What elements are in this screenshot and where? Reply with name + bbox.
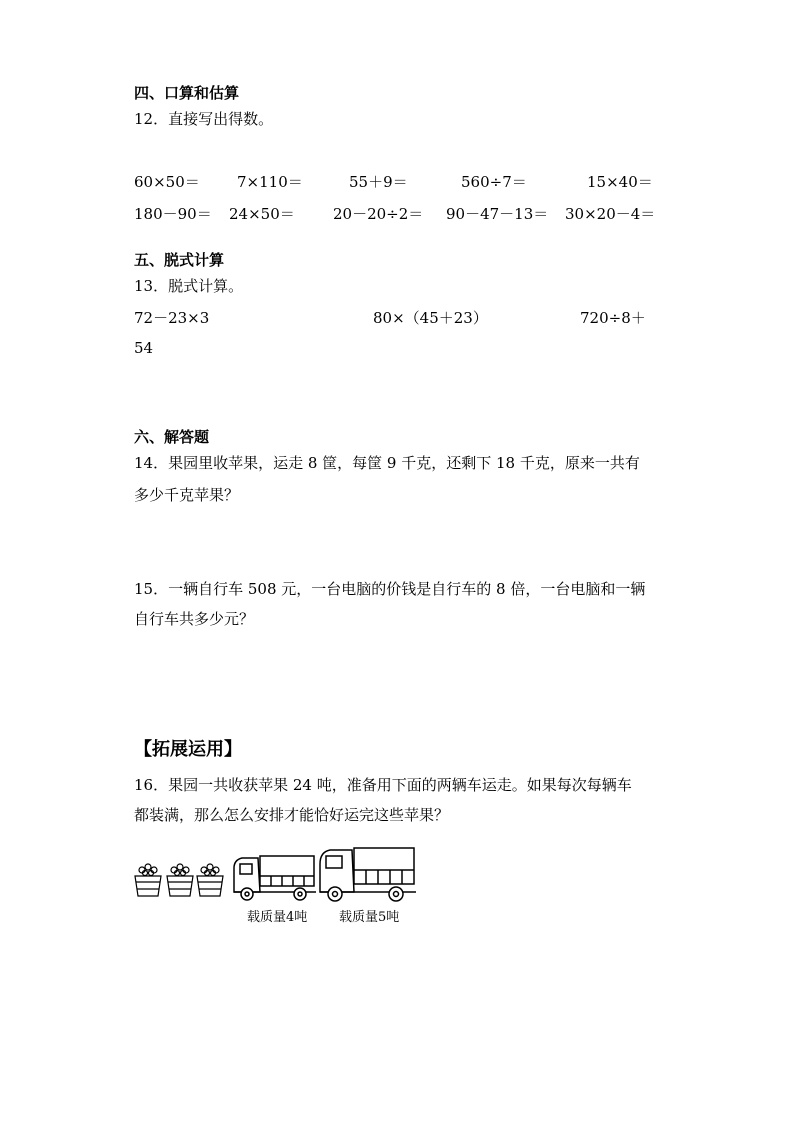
small-truck-icon [234,856,316,900]
calc-1-5: 15×40＝ [587,173,653,191]
extension-heading: 【拓展运用】 [134,739,242,760]
truck-2-caption: 载质量5吨 [339,910,400,925]
expression-3: 720÷8＋ [580,309,646,327]
calc-2-3: 20－20÷2＝ [333,205,424,223]
question-15-line-2: 自行车共多少元？ [134,610,255,628]
calc-2-5: 30×20－4＝ [565,205,656,223]
truck-1-caption: 载质量4吨 [247,910,308,925]
calc-1-4: 560÷7＝ [461,173,527,191]
calc-2-2: 24×50＝ [229,205,295,223]
expression-2: 80×（45＋23） [373,309,488,327]
section-5-heading: 五、脱式计算 [134,251,225,269]
section-4-heading: 四、口算和估算 [134,84,240,102]
apple-basket-icon [135,864,161,896]
apple-basket-icon [197,864,223,896]
expression-3-wrap: 54 [134,339,154,357]
question-12: 12．直接写出得数。 [134,110,274,128]
expression-1: 72－23×3 [134,309,210,327]
question-14-line-2: 多少千克苹果？ [134,486,240,504]
calc-1-2: 7×110＝ [237,173,303,191]
trucks-illustration [132,840,422,905]
calc-1-1: 60×50＝ [134,173,200,191]
question-16-line-2: 都装满，那么怎么安排才能恰好运完这些苹果？ [134,806,450,824]
calc-1-3: 55＋9＝ [349,173,408,191]
large-truck-icon [320,848,416,901]
apple-basket-icon [167,864,193,896]
section-6-heading: 六、解答题 [134,428,210,446]
calc-2-4: 90－47－13＝ [446,205,549,223]
question-16-line-1: 16．果园一共收获苹果 24 吨，准备用下面的两辆车运走。如果每次每辆车 [134,776,632,794]
question-14-line-1: 14．果园里收苹果，运走 8 筐，每筐 9 千克，还剩下 18 千克，原来一共有 [134,454,640,472]
calc-2-1: 180－90＝ [134,205,212,223]
question-13: 13．脱式计算。 [134,277,244,295]
question-15-line-1: 15．一辆自行车 508 元，一台电脑的价钱是自行车的 8 倍，一台电脑和一辆 [134,580,646,598]
